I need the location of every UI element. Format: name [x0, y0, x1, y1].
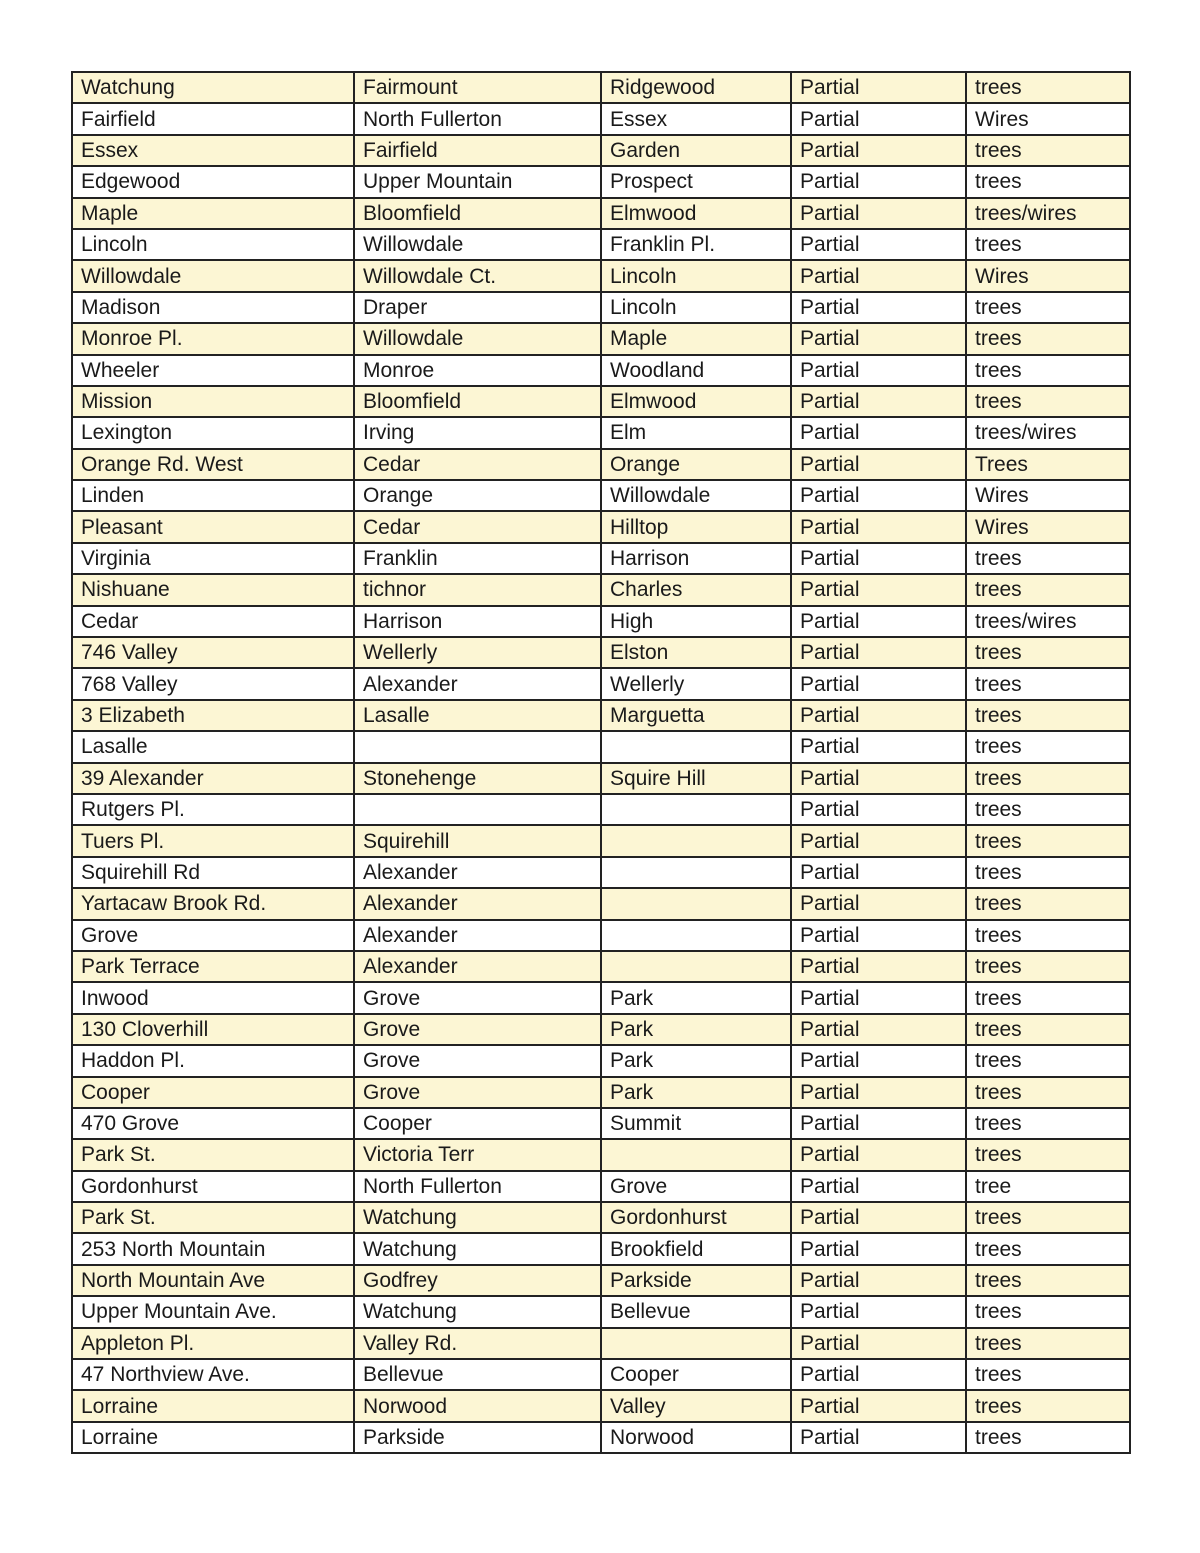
cause-cell: Wires: [966, 103, 1130, 134]
cause-cell: trees: [966, 1359, 1130, 1390]
table-row: [72, 72, 1130, 103]
outage-status-cell: Partial: [791, 982, 966, 1013]
outage-status-cell: Partial: [791, 763, 966, 794]
cross-street-cell: Stonehenge: [354, 763, 601, 794]
table-row: [72, 606, 1130, 637]
street-cell: Watchung: [72, 72, 354, 103]
outage-status-cell: Partial: [791, 1108, 966, 1139]
street-cell: Mission: [72, 386, 354, 417]
outage-status-cell: Partial: [791, 1422, 966, 1453]
street-cell: Cooper: [72, 1077, 354, 1108]
street-cell: 470 Grove: [72, 1108, 354, 1139]
cause-cell: trees: [966, 1265, 1130, 1296]
street-cell: Madison: [72, 292, 354, 323]
cause-cell: trees: [966, 72, 1130, 103]
outage-status-cell: Partial: [791, 794, 966, 825]
outage-status-cell: Partial: [791, 1390, 966, 1421]
table-row: [72, 574, 1130, 605]
second-cross-street-cell: Orange: [601, 449, 791, 480]
outage-status-cell: Partial: [791, 951, 966, 982]
second-cross-street-cell: Park: [601, 1014, 791, 1045]
second-cross-street-cell: High: [601, 606, 791, 637]
second-cross-street-cell: Elston: [601, 637, 791, 668]
cross-street-cell: Draper: [354, 292, 601, 323]
cross-street-cell: Alexander: [354, 920, 601, 951]
outage-status-cell: Partial: [791, 292, 966, 323]
table-row: [72, 323, 1130, 354]
cross-street-cell: Victoria Terr: [354, 1139, 601, 1170]
street-cell: Cedar: [72, 606, 354, 637]
second-cross-street-cell: Elm: [601, 417, 791, 448]
outage-status-cell: Partial: [791, 1045, 966, 1076]
cross-street-cell: North Fullerton: [354, 1171, 601, 1202]
second-cross-street-cell: [601, 825, 791, 856]
cross-street-cell: Godfrey: [354, 1265, 601, 1296]
cause-cell: trees: [966, 386, 1130, 417]
outage-status-cell: Partial: [791, 511, 966, 542]
table-row: [72, 1328, 1130, 1359]
table-row: [72, 198, 1130, 229]
cause-cell: trees: [966, 668, 1130, 699]
second-cross-street-cell: Park: [601, 1045, 791, 1076]
table-row: [72, 511, 1130, 542]
outage-status-cell: Partial: [791, 606, 966, 637]
street-cell: Lorraine: [72, 1390, 354, 1421]
street-cell: Lincoln: [72, 229, 354, 260]
outage-status-cell: Partial: [791, 1077, 966, 1108]
cause-cell: trees: [966, 323, 1130, 354]
cross-street-cell: Fairfield: [354, 135, 601, 166]
street-cell: Virginia: [72, 543, 354, 574]
second-cross-street-cell: [601, 1328, 791, 1359]
street-cell: Wheeler: [72, 355, 354, 386]
outage-status-cell: Partial: [791, 825, 966, 856]
table-row: [72, 229, 1130, 260]
outage-status-cell: Partial: [791, 417, 966, 448]
table-row: [72, 1108, 1130, 1139]
cross-street-cell: Norwood: [354, 1390, 601, 1421]
table-row: [72, 449, 1130, 480]
cause-cell: trees: [966, 1014, 1130, 1045]
second-cross-street-cell: Bellevue: [601, 1296, 791, 1327]
cross-street-cell: Wellerly: [354, 637, 601, 668]
cause-cell: trees: [966, 355, 1130, 386]
table-row: [72, 417, 1130, 448]
second-cross-street-cell: Brookfield: [601, 1233, 791, 1264]
outage-status-cell: Partial: [791, 637, 966, 668]
second-cross-street-cell: Franklin Pl.: [601, 229, 791, 260]
cause-cell: trees: [966, 1328, 1130, 1359]
street-cell: 746 Valley: [72, 637, 354, 668]
second-cross-street-cell: Elmwood: [601, 198, 791, 229]
table-row: [72, 637, 1130, 668]
cross-street-cell: Cooper: [354, 1108, 601, 1139]
street-cell: Upper Mountain Ave.: [72, 1296, 354, 1327]
cross-street-cell: [354, 731, 601, 762]
table-row: [72, 763, 1130, 794]
second-cross-street-cell: Maple: [601, 323, 791, 354]
second-cross-street-cell: Willowdale: [601, 480, 791, 511]
outage-status-cell: Partial: [791, 386, 966, 417]
cross-street-cell: Cedar: [354, 511, 601, 542]
cross-street-cell: Willowdale Ct.: [354, 260, 601, 291]
table-row: [72, 1139, 1130, 1170]
cause-cell: trees: [966, 1139, 1130, 1170]
outage-status-cell: Partial: [791, 668, 966, 699]
table-row: [72, 888, 1130, 919]
table-row: [72, 135, 1130, 166]
outage-status-cell: Partial: [791, 1202, 966, 1233]
street-cell: Squirehill Rd: [72, 857, 354, 888]
cross-street-cell: Squirehill: [354, 825, 601, 856]
street-cell: Lasalle: [72, 731, 354, 762]
street-cell: Rutgers Pl.: [72, 794, 354, 825]
cause-cell: trees: [966, 135, 1130, 166]
outage-status-cell: Partial: [791, 103, 966, 134]
outage-status-cell: Partial: [791, 198, 966, 229]
table-row: [72, 1202, 1130, 1233]
cross-street-cell: Harrison: [354, 606, 601, 637]
street-cell: Park St.: [72, 1139, 354, 1170]
table-row: [72, 1422, 1130, 1453]
cause-cell: trees: [966, 857, 1130, 888]
outage-status-cell: Partial: [791, 1328, 966, 1359]
second-cross-street-cell: [601, 1139, 791, 1170]
table-row: [72, 920, 1130, 951]
second-cross-street-cell: [601, 920, 791, 951]
street-cell: Appleton Pl.: [72, 1328, 354, 1359]
second-cross-street-cell: [601, 888, 791, 919]
cross-street-cell: Cedar: [354, 449, 601, 480]
cause-cell: Wires: [966, 260, 1130, 291]
second-cross-street-cell: Elmwood: [601, 386, 791, 417]
outage-status-cell: Partial: [791, 1139, 966, 1170]
table-row: [72, 103, 1130, 134]
cross-street-cell: Watchung: [354, 1233, 601, 1264]
second-cross-street-cell: Cooper: [601, 1359, 791, 1390]
second-cross-street-cell: Lincoln: [601, 260, 791, 291]
second-cross-street-cell: Park: [601, 1077, 791, 1108]
table-row: [72, 480, 1130, 511]
outage-status-cell: Partial: [791, 260, 966, 291]
outage-status-cell: Partial: [791, 574, 966, 605]
outage-status-cell: Partial: [791, 700, 966, 731]
table-row: [72, 857, 1130, 888]
cause-cell: trees: [966, 1296, 1130, 1327]
second-cross-street-cell: Ridgewood: [601, 72, 791, 103]
street-cell: Lexington: [72, 417, 354, 448]
outage-table: [71, 71, 1131, 1454]
cause-cell: trees: [966, 731, 1130, 762]
cause-cell: trees: [966, 574, 1130, 605]
table-row: [72, 355, 1130, 386]
outage-status-cell: Partial: [791, 543, 966, 574]
street-cell: Essex: [72, 135, 354, 166]
cause-cell: trees: [966, 292, 1130, 323]
table-row: [72, 731, 1130, 762]
outage-status-cell: Partial: [791, 449, 966, 480]
second-cross-street-cell: [601, 794, 791, 825]
cross-street-cell: Lasalle: [354, 700, 601, 731]
second-cross-street-cell: Prospect: [601, 166, 791, 197]
cross-street-cell: Grove: [354, 1077, 601, 1108]
street-cell: Linden: [72, 480, 354, 511]
cross-street-cell: Franklin: [354, 543, 601, 574]
cause-cell: Wires: [966, 480, 1130, 511]
second-cross-street-cell: Parkside: [601, 1265, 791, 1296]
outage-status-cell: Partial: [791, 135, 966, 166]
cause-cell: trees: [966, 166, 1130, 197]
cause-cell: trees: [966, 1077, 1130, 1108]
street-cell: Haddon Pl.: [72, 1045, 354, 1076]
street-cell: 3 Elizabeth: [72, 700, 354, 731]
street-cell: Inwood: [72, 982, 354, 1013]
street-cell: Edgewood: [72, 166, 354, 197]
cross-street-cell: Watchung: [354, 1202, 601, 1233]
table-row: [72, 825, 1130, 856]
cross-street-cell: tichnor: [354, 574, 601, 605]
outage-status-cell: Partial: [791, 355, 966, 386]
cause-cell: tree: [966, 1171, 1130, 1202]
cross-street-cell: Upper Mountain: [354, 166, 601, 197]
second-cross-street-cell: Hilltop: [601, 511, 791, 542]
cross-street-cell: Alexander: [354, 668, 601, 699]
outage-status-cell: Partial: [791, 857, 966, 888]
cross-street-cell: Alexander: [354, 857, 601, 888]
cross-street-cell: Grove: [354, 1045, 601, 1076]
table-row: [72, 1045, 1130, 1076]
street-cell: 768 Valley: [72, 668, 354, 699]
street-cell: Orange Rd. West: [72, 449, 354, 480]
street-cell: Fairfield: [72, 103, 354, 134]
second-cross-street-cell: Norwood: [601, 1422, 791, 1453]
table-row: [72, 951, 1130, 982]
cross-street-cell: Bellevue: [354, 1359, 601, 1390]
second-cross-street-cell: Harrison: [601, 543, 791, 574]
table-row: [72, 982, 1130, 1013]
cross-street-cell: Grove: [354, 982, 601, 1013]
street-cell: Yartacaw Brook Rd.: [72, 888, 354, 919]
table-row: [72, 260, 1130, 291]
table-row: [72, 1359, 1130, 1390]
street-cell: Lorraine: [72, 1422, 354, 1453]
cause-cell: trees: [966, 700, 1130, 731]
second-cross-street-cell: [601, 951, 791, 982]
outage-status-cell: Partial: [791, 1014, 966, 1045]
cause-cell: trees: [966, 982, 1130, 1013]
second-cross-street-cell: Charles: [601, 574, 791, 605]
cause-cell: trees: [966, 951, 1130, 982]
outage-status-cell: Partial: [791, 920, 966, 951]
cross-street-cell: Fairmount: [354, 72, 601, 103]
table-row: [72, 700, 1130, 731]
table-row: [72, 1296, 1130, 1327]
cross-street-cell: Bloomfield: [354, 198, 601, 229]
outage-status-cell: Partial: [791, 166, 966, 197]
second-cross-street-cell: Essex: [601, 103, 791, 134]
cross-street-cell: Watchung: [354, 1296, 601, 1327]
cause-cell: trees: [966, 794, 1130, 825]
cause-cell: trees/wires: [966, 198, 1130, 229]
table-row: [72, 543, 1130, 574]
street-cell: 253 North Mountain: [72, 1233, 354, 1264]
second-cross-street-cell: Garden: [601, 135, 791, 166]
outage-status-cell: Partial: [791, 1265, 966, 1296]
second-cross-street-cell: Wellerly: [601, 668, 791, 699]
outage-status-cell: Partial: [791, 323, 966, 354]
cross-street-cell: North Fullerton: [354, 103, 601, 134]
cause-cell: trees: [966, 1390, 1130, 1421]
outage-status-cell: Partial: [791, 72, 966, 103]
street-cell: Gordonhurst: [72, 1171, 354, 1202]
cross-street-cell: Willowdale: [354, 323, 601, 354]
table-row: [72, 166, 1130, 197]
outage-table-body: [72, 72, 1130, 1453]
cause-cell: trees: [966, 637, 1130, 668]
street-cell: Willowdale: [72, 260, 354, 291]
cause-cell: trees: [966, 1202, 1130, 1233]
street-cell: 39 Alexander: [72, 763, 354, 794]
cross-street-cell: [354, 794, 601, 825]
table-row: [72, 386, 1130, 417]
outage-status-cell: Partial: [791, 1359, 966, 1390]
cross-street-cell: Parkside: [354, 1422, 601, 1453]
cross-street-cell: Alexander: [354, 951, 601, 982]
street-cell: Grove: [72, 920, 354, 951]
street-cell: Tuers Pl.: [72, 825, 354, 856]
cross-street-cell: Irving: [354, 417, 601, 448]
second-cross-street-cell: [601, 857, 791, 888]
street-cell: Nishuane: [72, 574, 354, 605]
second-cross-street-cell: Gordonhurst: [601, 1202, 791, 1233]
cause-cell: Trees: [966, 449, 1130, 480]
cause-cell: trees: [966, 888, 1130, 919]
cause-cell: trees/wires: [966, 417, 1130, 448]
cause-cell: trees/wires: [966, 606, 1130, 637]
cause-cell: trees: [966, 1233, 1130, 1264]
street-cell: North Mountain Ave: [72, 1265, 354, 1296]
table-row: [72, 1390, 1130, 1421]
cause-cell: Wires: [966, 511, 1130, 542]
outage-status-cell: Partial: [791, 229, 966, 260]
table-row: [72, 1233, 1130, 1264]
second-cross-street-cell: [601, 731, 791, 762]
outage-status-cell: Partial: [791, 1233, 966, 1264]
table-row: [72, 1265, 1130, 1296]
table-row: [72, 794, 1130, 825]
cross-street-cell: Grove: [354, 1014, 601, 1045]
table-row: [72, 1171, 1130, 1202]
second-cross-street-cell: Squire Hill: [601, 763, 791, 794]
outage-status-cell: Partial: [791, 888, 966, 919]
table-row: [72, 292, 1130, 323]
cross-street-cell: Willowdale: [354, 229, 601, 260]
outage-status-cell: Partial: [791, 731, 966, 762]
second-cross-street-cell: Grove: [601, 1171, 791, 1202]
outage-status-cell: Partial: [791, 1171, 966, 1202]
cause-cell: trees: [966, 920, 1130, 951]
cause-cell: trees: [966, 825, 1130, 856]
outage-status-cell: Partial: [791, 1296, 966, 1327]
cross-street-cell: Valley Rd.: [354, 1328, 601, 1359]
second-cross-street-cell: Lincoln: [601, 292, 791, 323]
street-cell: Park Terrace: [72, 951, 354, 982]
street-cell: Park St.: [72, 1202, 354, 1233]
cause-cell: trees: [966, 229, 1130, 260]
street-cell: Monroe Pl.: [72, 323, 354, 354]
table-row: [72, 668, 1130, 699]
second-cross-street-cell: Summit: [601, 1108, 791, 1139]
outage-status-cell: Partial: [791, 480, 966, 511]
second-cross-street-cell: Woodland: [601, 355, 791, 386]
street-cell: 130 Cloverhill: [72, 1014, 354, 1045]
cause-cell: trees: [966, 1422, 1130, 1453]
cross-street-cell: Bloomfield: [354, 386, 601, 417]
cross-street-cell: Orange: [354, 480, 601, 511]
street-cell: Maple: [72, 198, 354, 229]
table-row: [72, 1077, 1130, 1108]
cause-cell: trees: [966, 1108, 1130, 1139]
street-cell: 47 Northview Ave.: [72, 1359, 354, 1390]
street-cell: Pleasant: [72, 511, 354, 542]
second-cross-street-cell: Valley: [601, 1390, 791, 1421]
second-cross-street-cell: Park: [601, 982, 791, 1013]
cause-cell: trees: [966, 763, 1130, 794]
cross-street-cell: Monroe: [354, 355, 601, 386]
second-cross-street-cell: Marguetta: [601, 700, 791, 731]
cross-street-cell: Alexander: [354, 888, 601, 919]
table-row: [72, 1014, 1130, 1045]
cause-cell: trees: [966, 543, 1130, 574]
cause-cell: trees: [966, 1045, 1130, 1076]
